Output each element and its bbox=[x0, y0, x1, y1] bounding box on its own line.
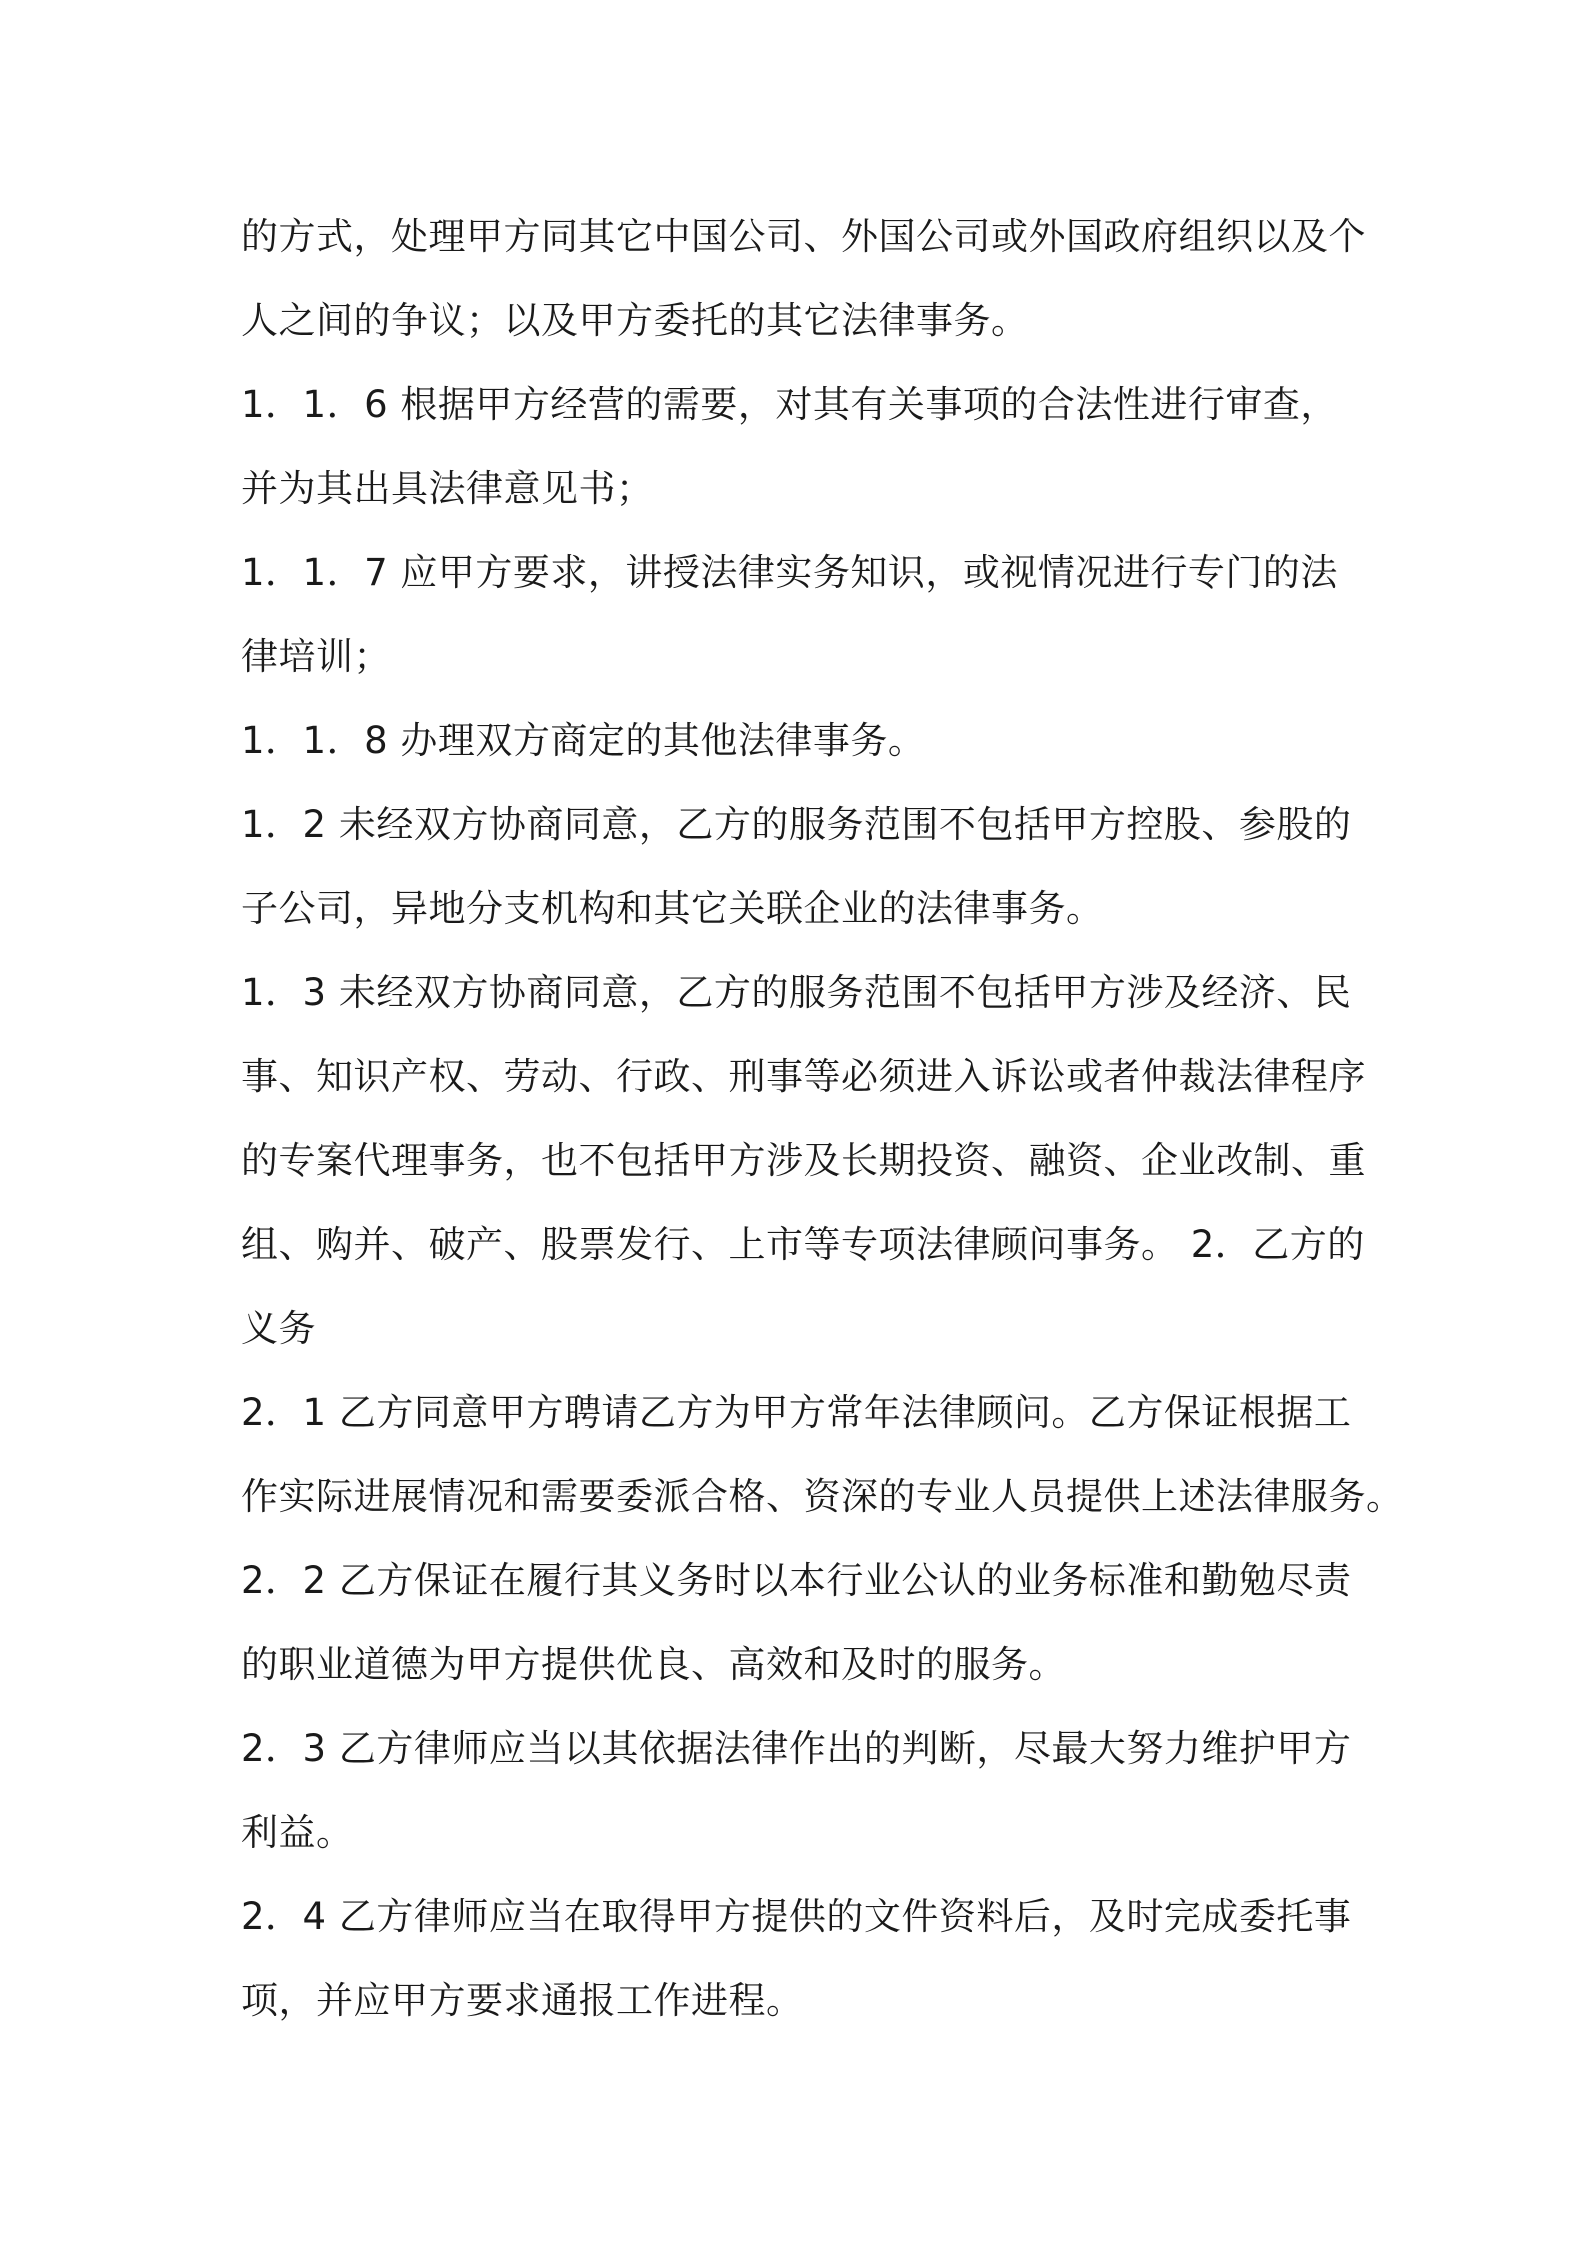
text-line: 2．4 乙方律师应当在取得甲方提供的文件资料后，及时完成委托事 bbox=[241, 1895, 1352, 1938]
text-line: 事、知识产权、劳动、行政、刑事等必须进入诉讼或者仲裁法律程序 bbox=[241, 1055, 1366, 1098]
text-line: 义务 bbox=[241, 1307, 316, 1350]
text-line: 的职业道德为甲方提供优良、高效和及时的服务。 bbox=[241, 1643, 1066, 1686]
text-line: 利益。 bbox=[241, 1811, 354, 1854]
text-line: 2．3 乙方律师应当以其依据法律作出的判断，尽最大努力维护甲方 bbox=[241, 1727, 1352, 1770]
text-line: 2．1 乙方同意甲方聘请乙方为甲方常年法律顾问。乙方保证根据工 bbox=[241, 1391, 1352, 1434]
text-line: 2．2 乙方保证在履行其义务时以本行业公认的业务标准和勤勉尽责 bbox=[241, 1559, 1352, 1602]
text-line: 项，并应甲方要求通报工作进程。 bbox=[241, 1979, 804, 2022]
text-line: 1．1．6 根据甲方经营的需要，对其有关事项的合法性进行审查， bbox=[241, 383, 1338, 426]
text-line: 律培训； bbox=[241, 635, 391, 678]
text-line: 1．2 未经双方协商同意，乙方的服务范围不包括甲方控股、参股的 bbox=[241, 803, 1352, 846]
text-line: 人之间的争议；以及甲方委托的其它法律事务。 bbox=[241, 299, 1029, 342]
text-line: 1．3 未经双方协商同意，乙方的服务范围不包括甲方涉及经济、民 bbox=[241, 971, 1352, 1014]
text-line: 组、购并、破产、股票发行、上市等专项法律顾问事务。 2．乙方的 bbox=[241, 1223, 1365, 1266]
text-line: 并为其出具法律意见书； bbox=[241, 467, 654, 510]
text-line: 1．1．8 办理双方商定的其他法律事务。 bbox=[241, 719, 926, 762]
text-line: 子公司，异地分支机构和其它关联企业的法律事务。 bbox=[241, 887, 1104, 930]
text-line: 的专案代理事务，也不包括甲方涉及长期投资、融资、企业改制、重 bbox=[241, 1139, 1366, 1182]
text-line: 作实际进展情况和需要委派合格、资深的专业人员提供上述法律服务。 bbox=[241, 1475, 1404, 1518]
text-line: 1．1．7 应甲方要求，讲授法律实务知识，或视情况进行专门的法 bbox=[241, 551, 1338, 594]
document-body bbox=[241, 195, 1404, 2043]
text-line: 的方式，处理甲方同其它中国公司、外国公司或外国政府组织以及个 bbox=[241, 215, 1366, 258]
